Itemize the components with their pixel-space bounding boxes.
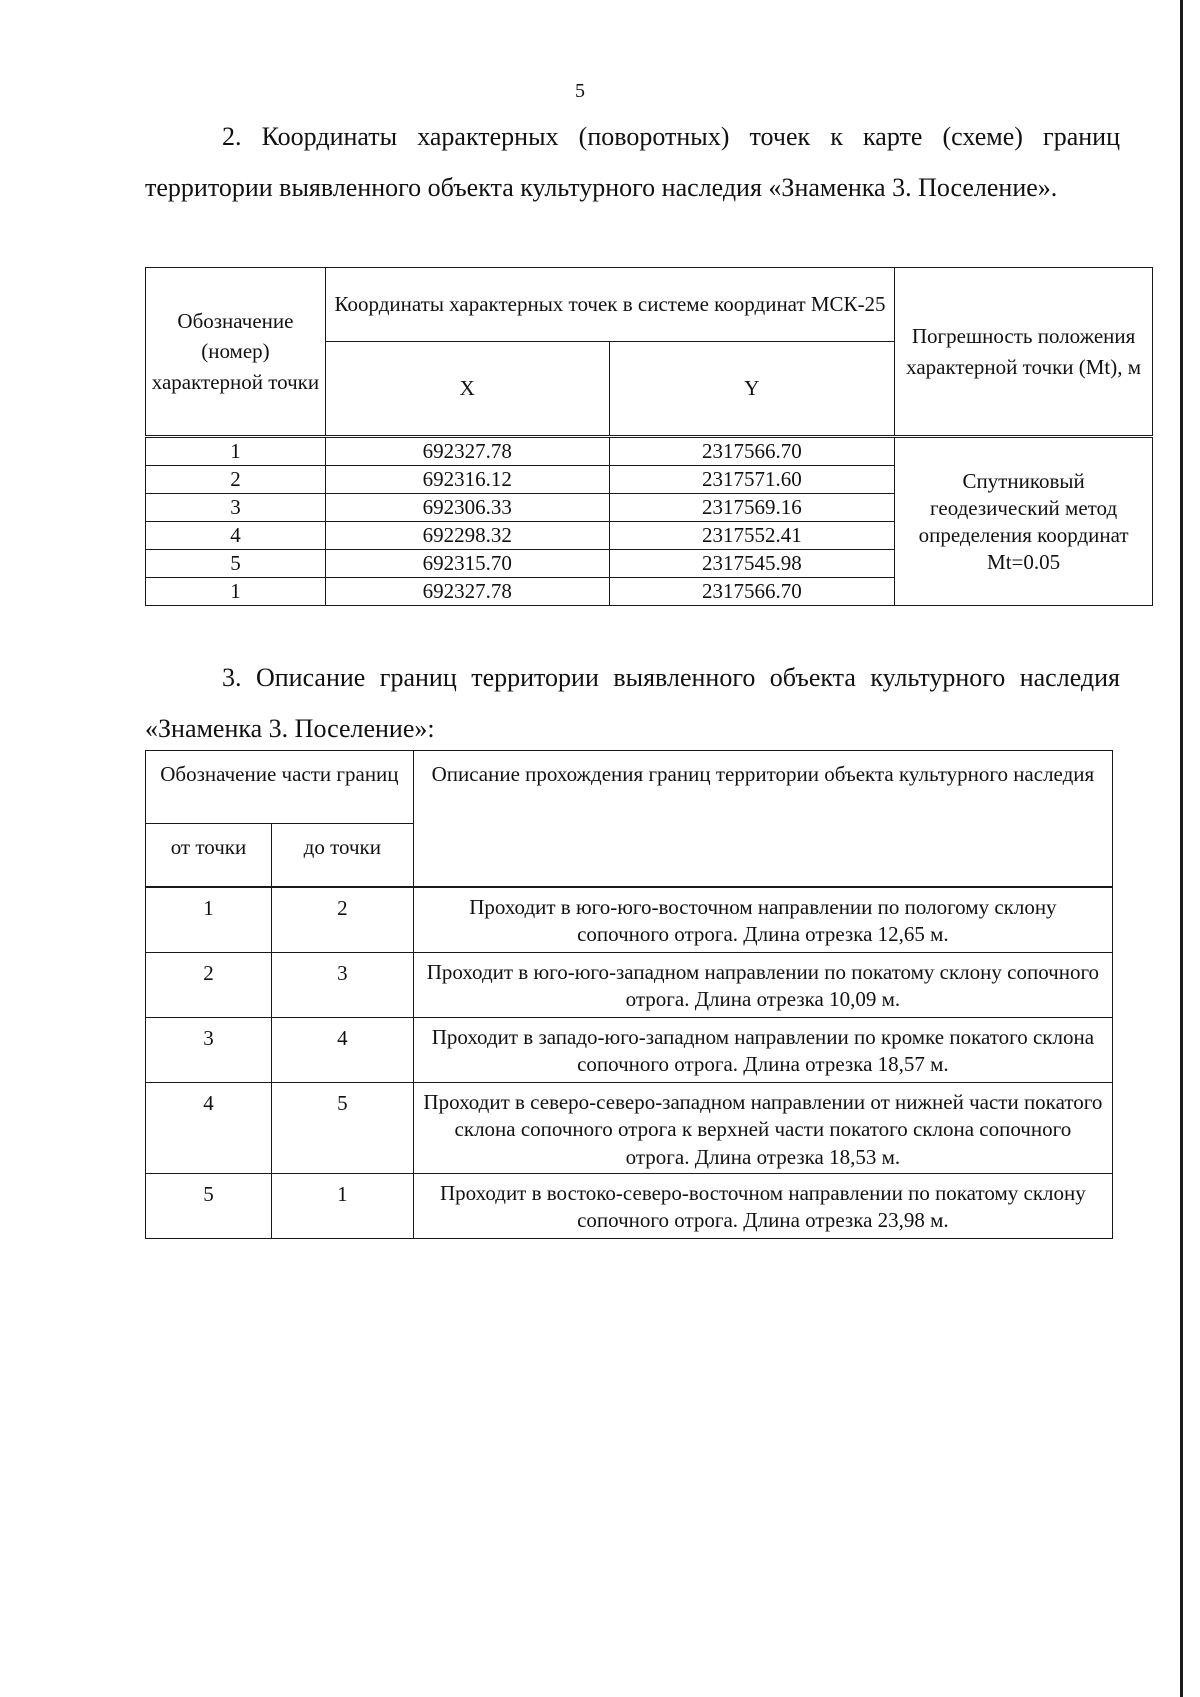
table-row bbox=[146, 953, 1113, 1018]
header-error: Погрешность положения характерной точки (Mt), м bbox=[895, 268, 1153, 437]
header-description: Описание прохождения границ территории объекта культурного наследия bbox=[413, 751, 1112, 888]
y-cell: 2317552.41 bbox=[609, 522, 895, 550]
x-cell: 692327.78 bbox=[325, 437, 609, 466]
to-cell: 2 bbox=[271, 887, 413, 953]
to-cell: 1 bbox=[271, 1174, 413, 1239]
point-cell: 2 bbox=[146, 466, 326, 494]
table-row bbox=[146, 1018, 1113, 1083]
description-cell: Проходит в западо-юго-западном направлении по кромке покатого склона сопочного отрога. Длина отрезка 18,57 м. bbox=[413, 1018, 1112, 1083]
table-row bbox=[146, 437, 1153, 466]
point-cell: 4 bbox=[146, 522, 326, 550]
table-row bbox=[146, 1083, 1113, 1174]
x-cell: 692315.70 bbox=[325, 550, 609, 578]
y-cell: 2317569.16 bbox=[609, 494, 895, 522]
header-x: X bbox=[325, 342, 609, 437]
coordinates-table bbox=[145, 267, 1153, 606]
to-cell: 4 bbox=[271, 1018, 413, 1083]
from-cell: 1 bbox=[146, 887, 272, 953]
header-coordinates: Координаты характерных точек в системе координат МСК-25 bbox=[325, 268, 894, 342]
header-border-part: Обозначение части границ bbox=[146, 751, 414, 824]
y-cell: 2317566.70 bbox=[609, 437, 895, 466]
page-edge bbox=[1180, 0, 1183, 1697]
from-cell: 4 bbox=[146, 1083, 272, 1174]
description-cell: Проходит в юго-юго-западном направлении по покатому склону сопочного отрога. Длина отрезка 10,09 м. bbox=[413, 953, 1112, 1018]
y-cell: 2317571.60 bbox=[609, 466, 895, 494]
description-cell: Проходит в северо-северо-западном направлении от нижней части покатого склона сопочного отрога к верхней части покатого склона сопочного отрога. Длина отрезка 18,53 м. bbox=[413, 1083, 1112, 1174]
description-cell: Проходит в юго-юго-восточном направлении по пологому склону сопочного отрога. Длина отрезка 12,65 м. bbox=[413, 887, 1112, 953]
x-cell: 692298.32 bbox=[325, 522, 609, 550]
x-cell: 692306.33 bbox=[325, 494, 609, 522]
to-cell: 5 bbox=[271, 1083, 413, 1174]
point-cell: 1 bbox=[146, 437, 326, 466]
x-cell: 692327.78 bbox=[325, 578, 609, 606]
header-to-point: до точки bbox=[271, 824, 413, 888]
point-cell: 3 bbox=[146, 494, 326, 522]
header-point-number: Обозначение (номер) характерной точки bbox=[146, 268, 326, 437]
table-row bbox=[146, 1174, 1113, 1239]
point-cell: 1 bbox=[146, 578, 326, 606]
section-3-heading: 3. Описание границ территории выявленного объекта культурного наследия «Знаменка 3. Поселение»: bbox=[145, 663, 1120, 743]
point-cell: 5 bbox=[146, 550, 326, 578]
from-cell: 5 bbox=[146, 1174, 272, 1239]
section-2-heading: 2. Координаты характерных (поворотных) точек к карте (схеме) границ территории выявленного объекта культурного наследия «Знаменка 3. Поселение». bbox=[145, 122, 1120, 202]
from-cell: 3 bbox=[146, 1018, 272, 1083]
x-cell: 692316.12 bbox=[325, 466, 609, 494]
header-y: Y bbox=[609, 342, 895, 437]
from-cell: 2 bbox=[146, 953, 272, 1018]
y-cell: 2317566.70 bbox=[609, 578, 895, 606]
to-cell: 3 bbox=[271, 953, 413, 1018]
page-number: 5 bbox=[575, 80, 585, 102]
header-from-point: от точки bbox=[146, 824, 272, 888]
description-cell: Проходит в востоко-северо-восточном направлении по покатому склону сопочного отрога. Длина отрезка 23,98 м. bbox=[413, 1174, 1112, 1239]
y-cell: 2317545.98 bbox=[609, 550, 895, 578]
borders-table bbox=[145, 750, 1113, 1239]
method-cell: Спутниковый геодезический метод определения координат Mt=0.05 bbox=[895, 437, 1153, 606]
table-row bbox=[146, 887, 1113, 953]
